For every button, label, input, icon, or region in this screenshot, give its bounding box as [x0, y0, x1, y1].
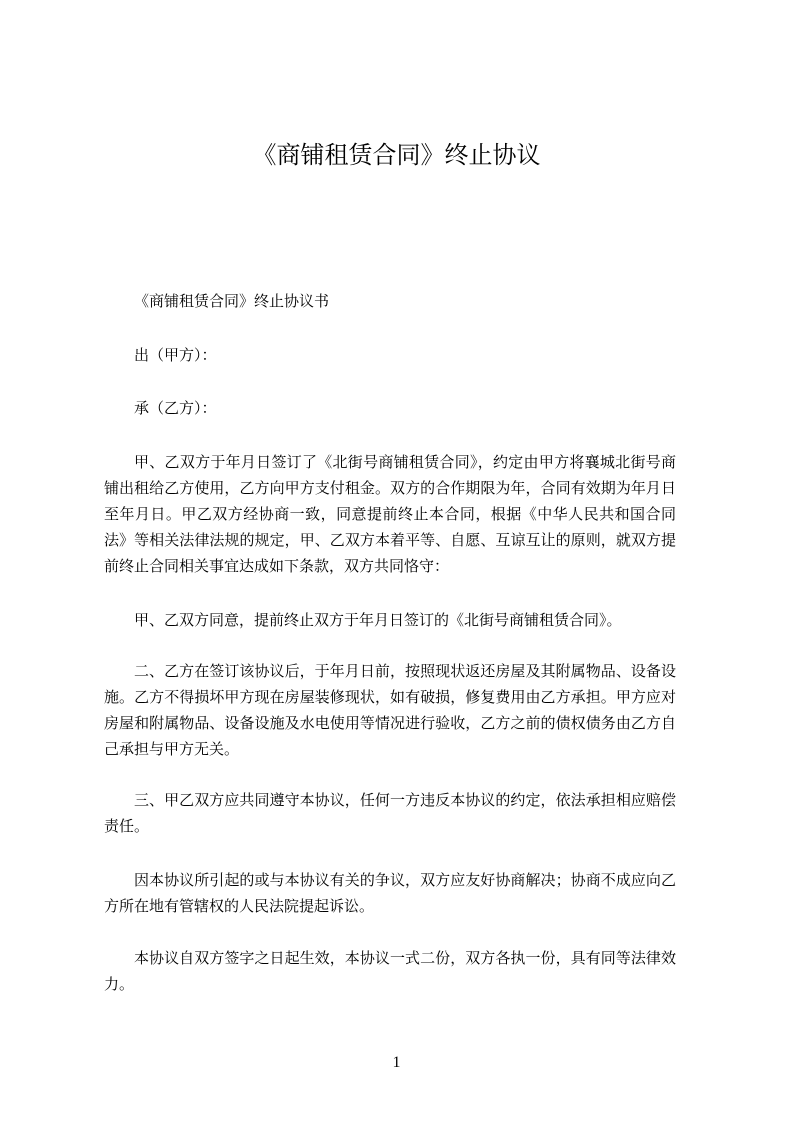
party-a-label: 出（甲方）： — [134, 346, 217, 364]
paragraph-clause-2: 二、乙方在签订该协议后，于年月日前，按照现状返还房屋及其附属物品、设备设施。乙方不得损坏甲方现在房屋装修现状，如有破损，修复费用由乙方承担。甲方应对房屋和附属物品、设备设施及水电使用等情况进行验收，乙方之前的债权债务由乙方自己承担与甲方无关。 — [104, 662, 676, 758]
page-title: 《商铺租赁合同》终止协议 — [252, 141, 541, 169]
paragraph-preamble: 甲、乙双方于年月日签订了《北街号商铺租赁合同》，约定由甲方将襄城北街号商铺出租给乙方使用，乙方向甲方支付租金。双方的合作期限为年，合同有效期为年月日至年月日。甲乙双方经协商一致，同意提前终止本合同，根据《中华人民共和国合同法》等相关法律法规的规定，甲、乙双方本着平等、自愿、互谅互让的原则，就双方提前终止合同相关事宜达成如下条款，双方共同恪守： — [104, 453, 676, 575]
paragraph-effect: 本协议自双方签字之日起生效，本协议一式二份，双方各执一份，具有同等法律效力。 — [104, 949, 676, 993]
party-b-label: 承（乙方）： — [134, 399, 217, 417]
document-subtitle: 《商铺租赁合同》终止协议书 — [134, 292, 330, 310]
paragraph-dispute: 因本协议所引起的或与本协议有关的争议，双方应友好协商解决；协商不成应向乙方所在地有管辖权的人民法院提起诉讼。 — [104, 871, 676, 915]
paragraph-clause-1: 甲、乙双方同意，提前终止双方于年月日签订的《北街号商铺租赁合同》。 — [134, 611, 622, 629]
paragraph-clause-3: 三、甲乙双方应共同遵守本协议，任何一方违反本协议的约定，依法承担相应赔偿责任。 — [104, 791, 676, 835]
page-number: 1 — [392, 1054, 401, 1071]
